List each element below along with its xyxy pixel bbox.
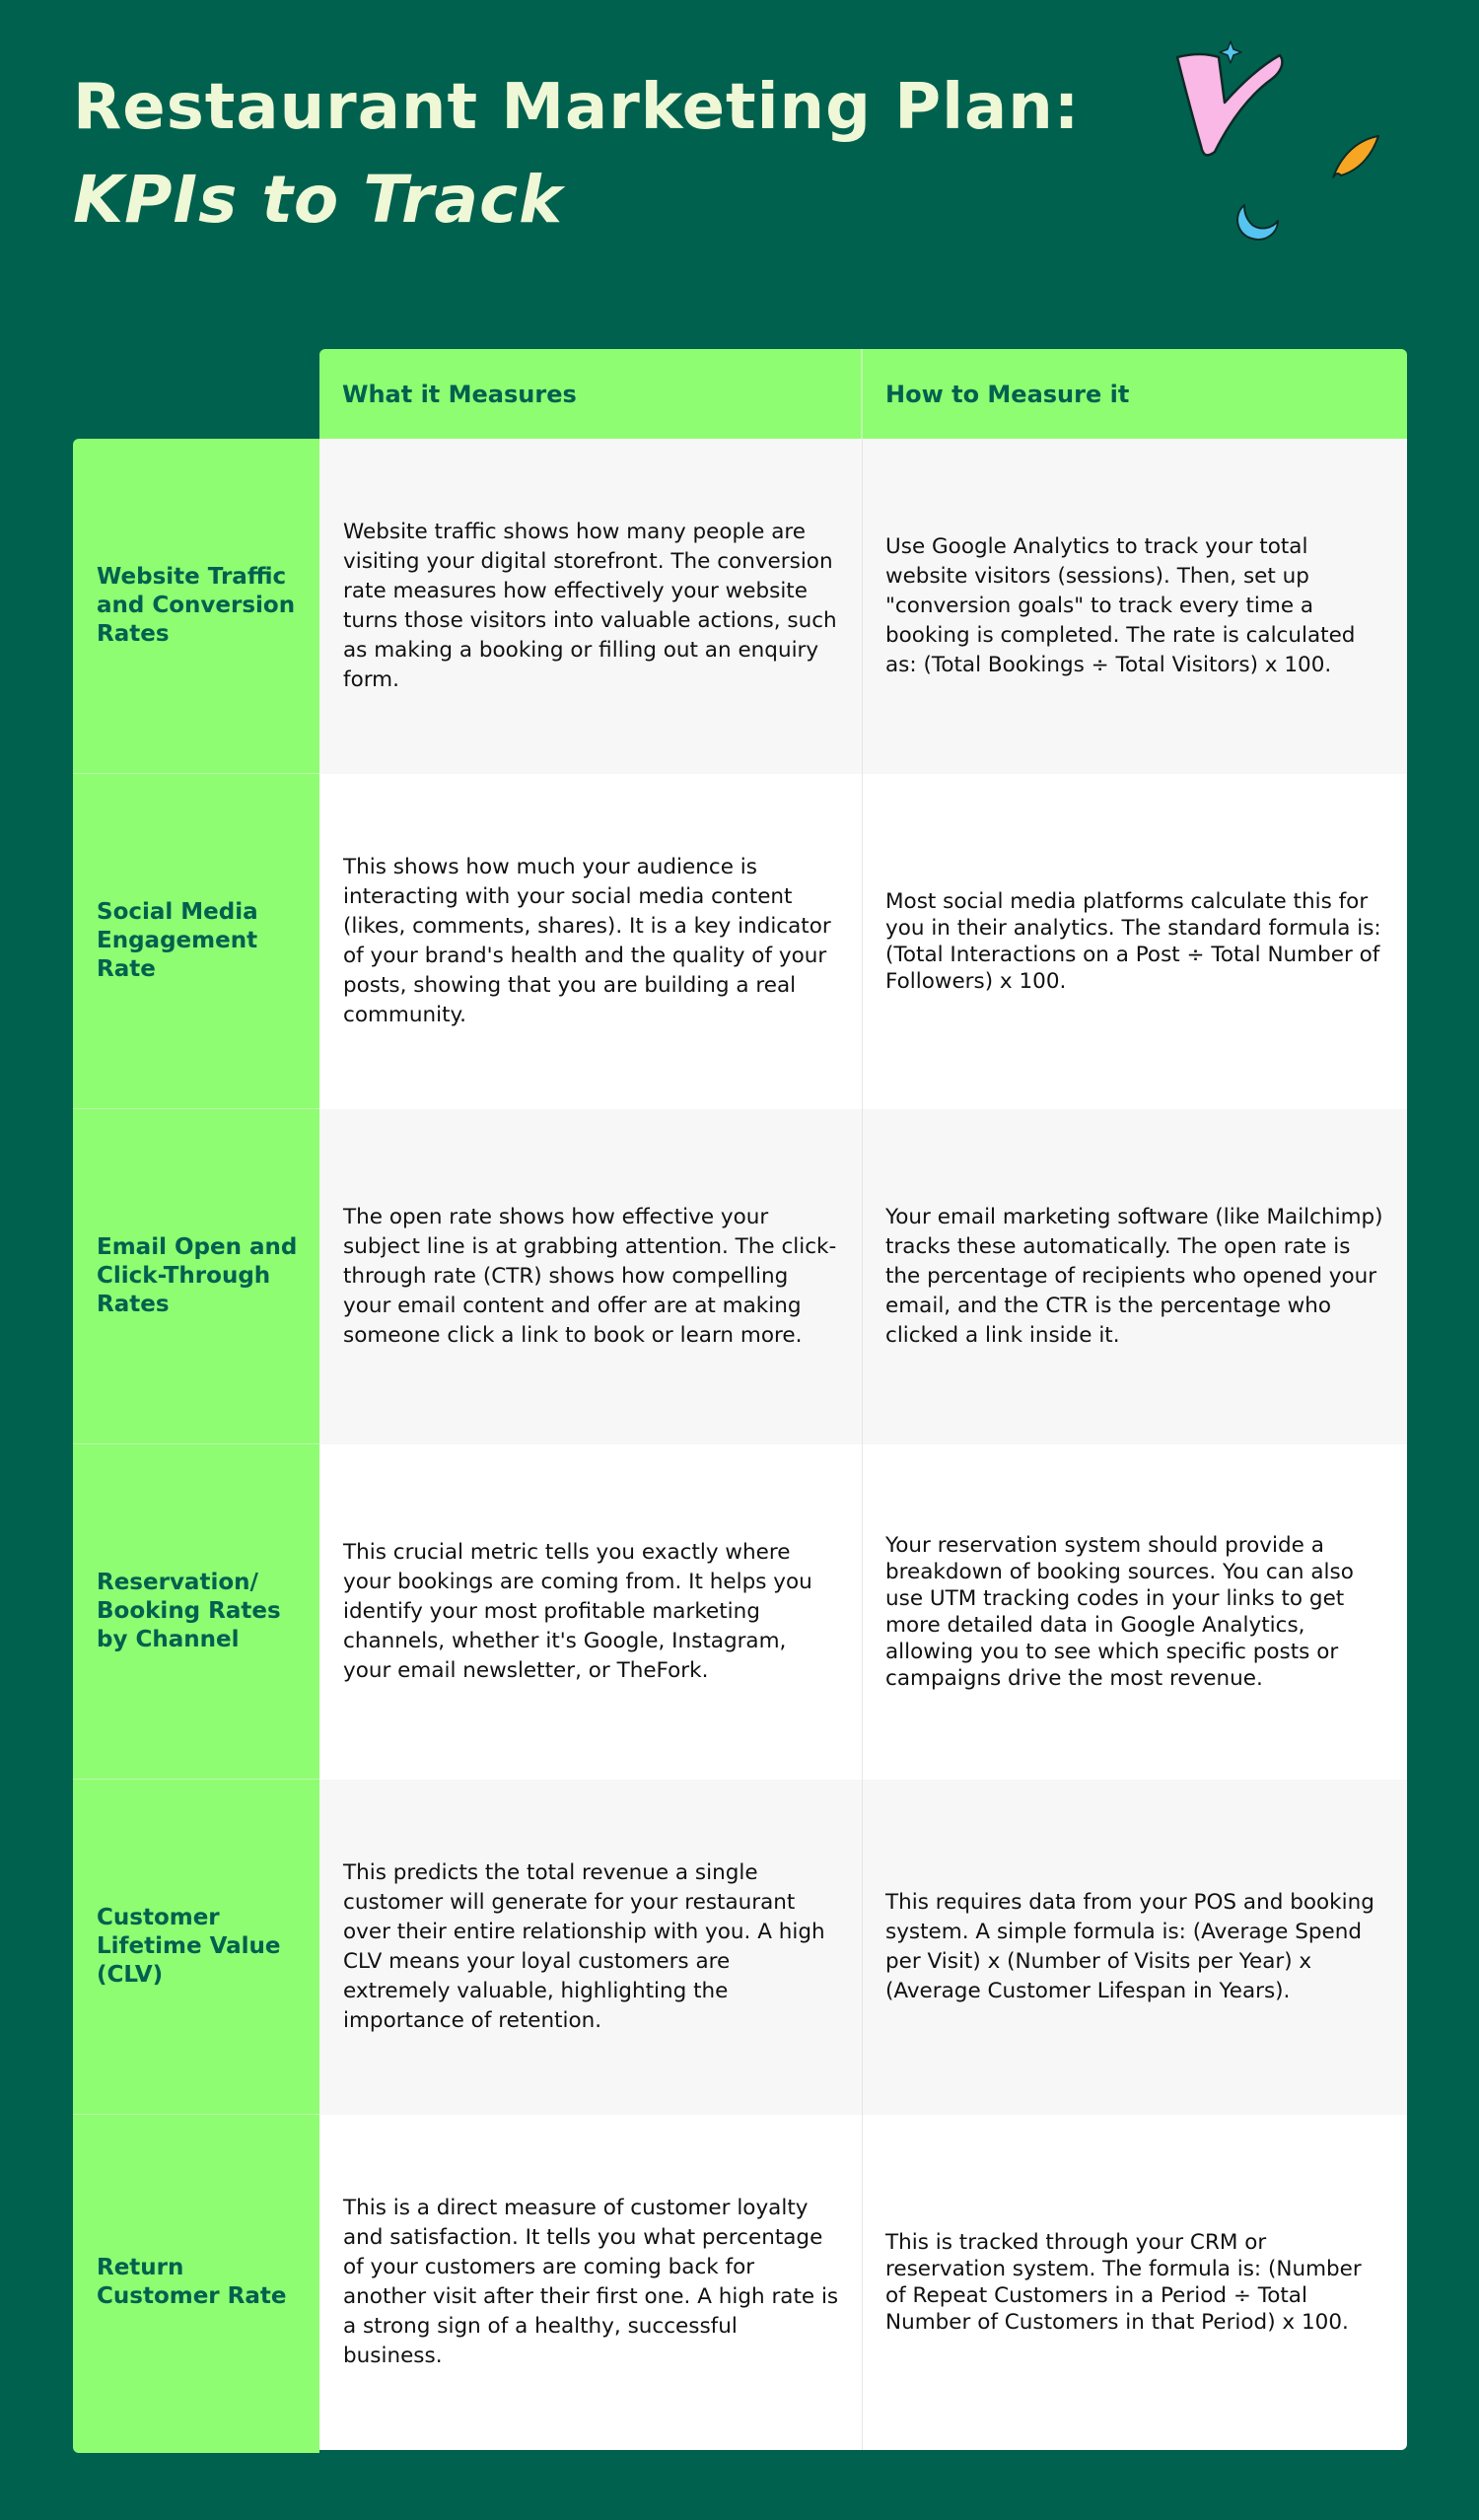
table-row bbox=[73, 1780, 1407, 2115]
measures-cell: The open rate shows how effective your subject line is at grabbing attention. The click-through rate (CTR) shows how compelling your email content and offer are at making someone click a link to book or learn more. bbox=[319, 1109, 863, 1444]
how-to-measure-cell: This is tracked through your CRM or reservation system. The formula is: (Number of Repeat Customers in a Period ÷ Total Number of Customers in that Period) x 100. bbox=[863, 2115, 1407, 2450]
table-row bbox=[73, 1109, 1407, 1444]
measures-cell: Website traffic shows how many people are visiting your digital storefront. The conversion rate measures how effectively your website turns those visitors into valuable actions, such as making a booking or filling out an enquiry form. bbox=[319, 439, 863, 774]
table-row bbox=[73, 774, 1407, 1109]
table-row bbox=[73, 1444, 1407, 1780]
orange-leaf-shape bbox=[1333, 136, 1378, 177]
table-header-row bbox=[319, 349, 1407, 439]
table-row bbox=[73, 2115, 1407, 2450]
kpi-label: Website Traffic and Conversion Rates bbox=[73, 439, 319, 774]
page-title: Restaurant Marketing Plan: bbox=[73, 71, 1081, 144]
page-subtitle: KPIs to Track bbox=[73, 162, 564, 238]
kpi-label: Return Customer Rate bbox=[97, 2255, 287, 2309]
pink-checkmark-shape bbox=[1177, 54, 1282, 155]
kpi-table bbox=[73, 349, 1407, 2453]
how-to-measure-cell: Your reservation system should provide a breakdown of booking sources. You can also use UTM tracking codes in your links to get more detailed data in Google Analytics, allowing you to see which specific posts or campaigns drive the most revenue. bbox=[863, 1444, 1407, 1780]
how-to-measure-cell: Your email marketing software (like Mailchimp) tracks these automatically. The open rate is the percentage of recipients who opened your email, and the CTR is the percentage who clicked a link inside it. bbox=[863, 1109, 1407, 1444]
kpi-label: Customer Lifetime Value (CLV) bbox=[73, 1780, 319, 2115]
measures-cell: This predicts the total revenue a single customer will generate for your restaurant over their entire relationship with you. A high CLV means your loyal customers are extremely valuable, highlighting the importance of retention. bbox=[319, 1780, 863, 2115]
kpi-label: Email Open and Click-Through Rates bbox=[73, 1109, 319, 1444]
kpi-label: Reservation/ Booking Rates by Channel bbox=[73, 1444, 319, 1780]
header-how-to-measure: How to Measure it bbox=[885, 380, 1130, 408]
measures-cell: This shows how much your audience is interacting with your social media content (likes, comments, shares). It is a key indicator of your brand's health and the quality of your posts, showing that you are building a real community. bbox=[319, 774, 863, 1109]
header-what-it-measures: What it Measures bbox=[319, 349, 863, 439]
measures-cell: This is a direct measure of customer loyalty and satisfaction. It tells you what percentage of your customers are coming back for another visit after their first one. A high rate is a strong sign of a healthy, successful business. bbox=[319, 2115, 863, 2450]
how-to-measure-cell: Most social media platforms calculate this for you in their analytics. The standard formula is: (Total Interactions on a Post ÷ Total Number of Followers) x 100. bbox=[863, 774, 1407, 1109]
confetti-decoration bbox=[1163, 30, 1400, 256]
how-to-measure-cell: This requires data from your POS and booking system. A simple formula is: (Average Spend per Visit) x (Number of Visits per Year) x (Average Customer Lifespan in Years). bbox=[863, 1780, 1407, 2115]
blue-sparkle-shape bbox=[1220, 41, 1241, 63]
measures-cell: This crucial metric tells you exactly where your bookings are coming from. It helps you identify your most profitable marketing channels, whether it's Google, Instagram, your email newsletter, or TheFork. bbox=[319, 1444, 863, 1780]
table-row bbox=[73, 439, 1407, 774]
blue-crescent-shape bbox=[1237, 205, 1278, 240]
kpi-label: Social Media Engagement Rate bbox=[73, 774, 319, 1109]
how-to-measure-cell: Use Google Analytics to track your total website visitors (sessions). Then, set up "conversion goals" to track every time a booking is completed. The rate is calculated as: (Total Bookings ÷ Total Visitors) x 100. bbox=[863, 439, 1407, 774]
